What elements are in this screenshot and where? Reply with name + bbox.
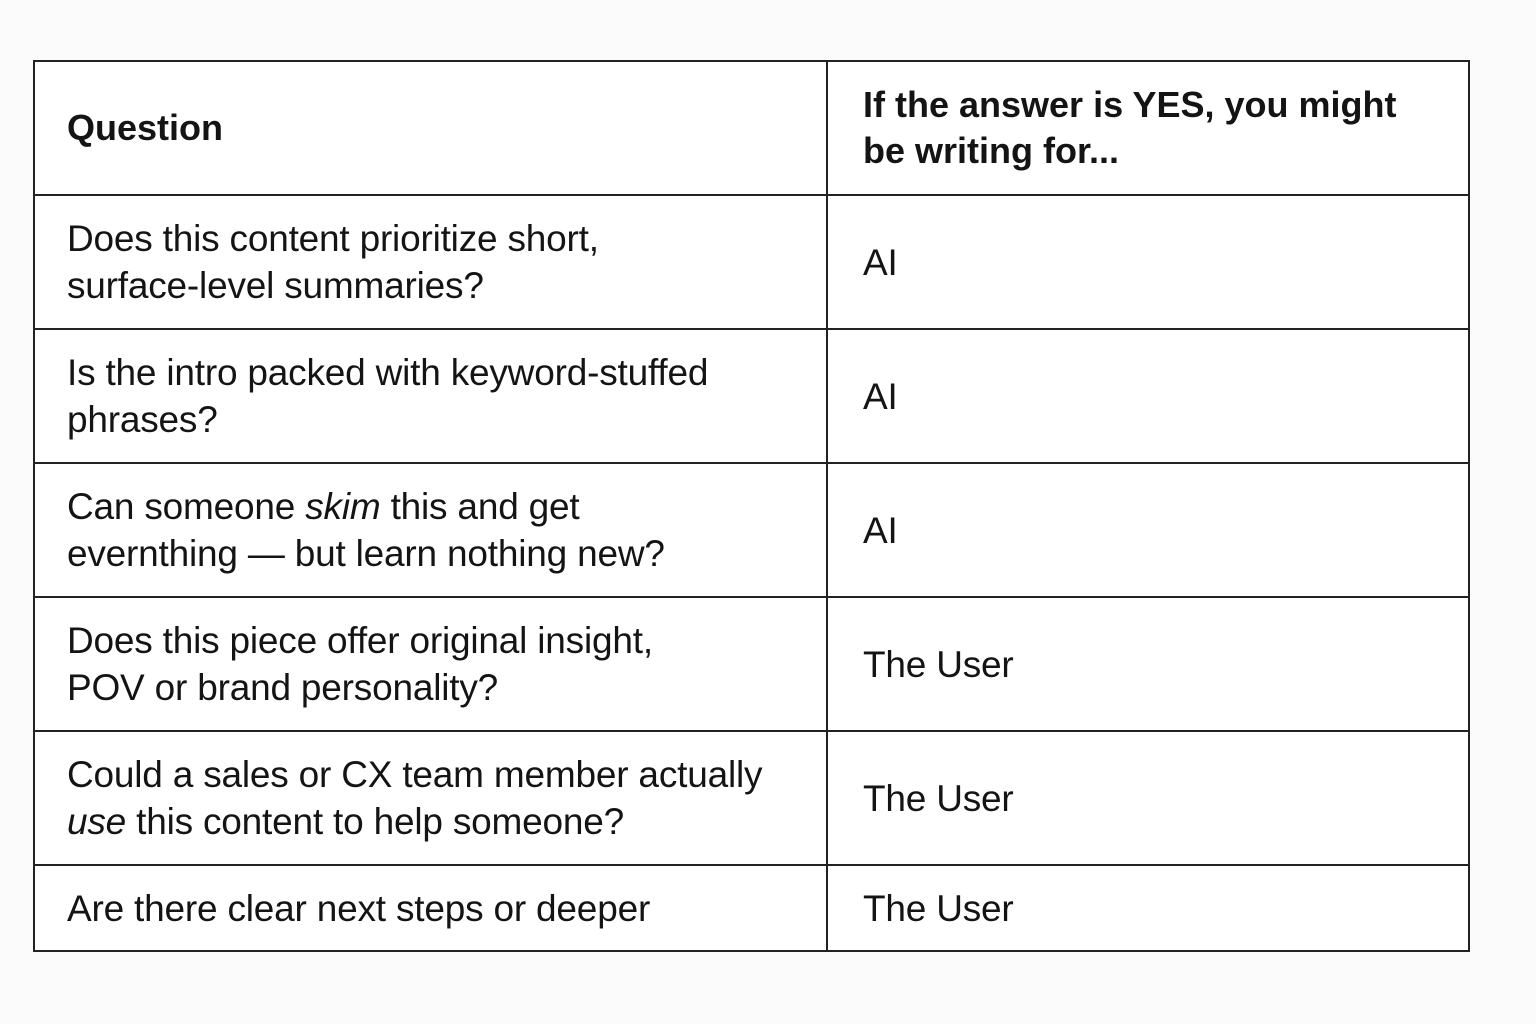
- question-text-line: Is the intro packed with keyword-stuffed: [67, 352, 709, 393]
- question-text-line: Could a sales or CX team member actually: [67, 754, 763, 795]
- question-text-line: surface-level summaries?: [67, 265, 484, 306]
- question-text-line: [67, 483, 818, 530]
- answer-cell: The User: [827, 597, 1469, 731]
- answer-cell: AI: [827, 329, 1469, 463]
- question-cell: [34, 731, 827, 865]
- question-text-line: [67, 798, 818, 845]
- answer-cell: AI: [827, 463, 1469, 597]
- question-text-line: evernthing — but learn nothing new?: [67, 533, 665, 574]
- question-cell: [34, 195, 827, 329]
- table-row: [34, 195, 1469, 329]
- question-cell: [34, 865, 827, 951]
- question-text-segment: this and get: [380, 486, 580, 527]
- header-answer: If the answer is YES, you might be writing for...: [827, 61, 1469, 195]
- comparison-table: [33, 60, 1470, 952]
- question-text-segment: Can someone: [67, 486, 306, 527]
- answer-cell: The User: [827, 865, 1469, 951]
- question-cell: [34, 329, 827, 463]
- question-text-segment: this content to help someone?: [126, 801, 625, 842]
- table-row: [34, 597, 1469, 731]
- table-row: [34, 329, 1469, 463]
- question-text-line: phrases?: [67, 399, 218, 440]
- answer-cell: The User: [827, 731, 1469, 865]
- table-row: [34, 463, 1469, 597]
- question-cell: [34, 597, 827, 731]
- question-text-line: POV or brand personality?: [67, 667, 499, 708]
- table-row: [34, 865, 1469, 951]
- question-cell: [34, 463, 827, 597]
- answer-cell: AI: [827, 195, 1469, 329]
- question-emphasis: skim: [305, 486, 381, 527]
- table-row: [34, 731, 1469, 865]
- header-question: Question: [34, 61, 827, 195]
- question-emphasis: use: [67, 801, 127, 842]
- question-text-line: Are there clear next steps or deeper: [67, 887, 651, 929]
- table-header-row: [34, 61, 1469, 195]
- question-text-line: Does this content prioritize short,: [67, 218, 599, 259]
- question-text-line: Does this piece offer original insight,: [67, 620, 653, 661]
